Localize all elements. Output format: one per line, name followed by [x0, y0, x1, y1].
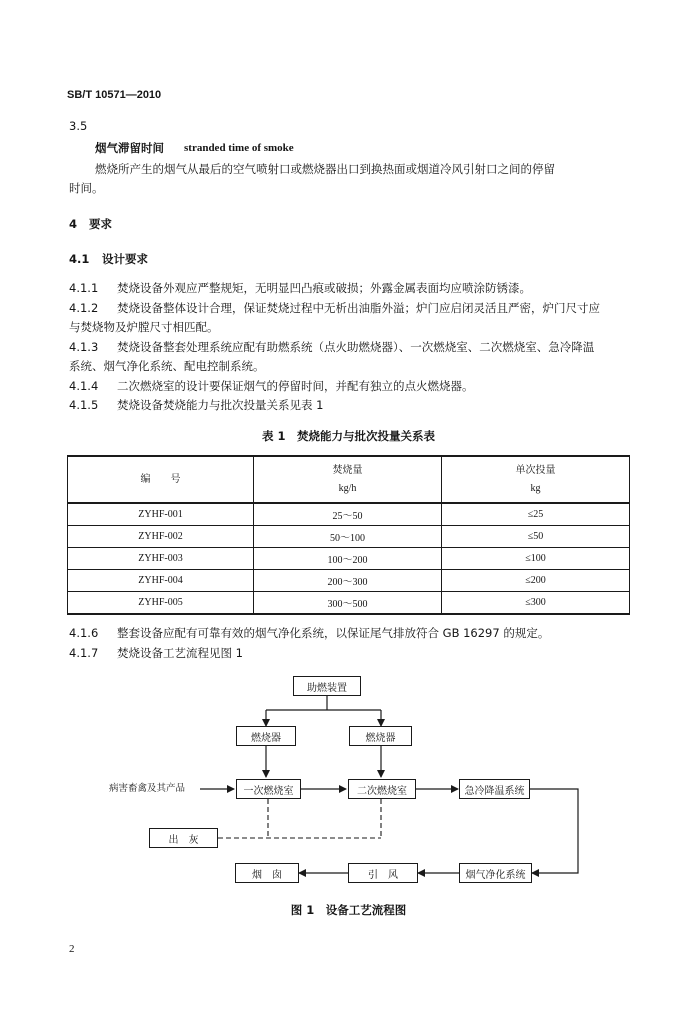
section-4-1-number: 4.1	[69, 252, 90, 266]
cell-capacity: 50～100	[254, 526, 442, 548]
cell-batch: ≤200	[442, 570, 630, 592]
burner-right-box: 燃烧器	[349, 726, 412, 746]
cell-model: ZYHF-002	[68, 526, 254, 548]
clause-4-1-3-number: 4.1.3	[69, 340, 99, 354]
header-model-number-label: 编 号	[140, 473, 181, 485]
clause-4-1-7-text: 焚烧设备工艺流程见图 1	[117, 646, 243, 660]
term-chinese: 烟气滞留时间	[95, 141, 164, 155]
term-english: stranded time of smoke	[184, 142, 294, 154]
cell-model: ZYHF-003	[68, 548, 254, 570]
quench-system-box: 急冷降温系统	[459, 779, 530, 799]
clause-4-1-2-line-2: 与焚烧物及炉膛尺寸相匹配。	[69, 320, 219, 334]
header-capacity-unit: kg/h	[338, 482, 357, 494]
clause-4-1-5-text: 焚烧设备焚烧能力与批次投量关系见表 1	[117, 398, 324, 412]
page-number: 2	[69, 943, 75, 955]
section-4-1-title: 设计要求	[102, 252, 148, 266]
header-batch-load-label: 单次投量	[515, 464, 556, 476]
clause-4-1-3-line-1: 焚烧设备整套处理系统应配有助燃系统（点火助燃烧器）、一次燃烧室、二次燃烧室、急冷降温	[117, 340, 595, 354]
clause-4-1-1-number: 4.1.1	[69, 281, 99, 295]
gas-cleaning-box: 烟气净化系统	[459, 863, 532, 883]
term-definition-line-2: 时间。	[69, 181, 104, 195]
clause-4-1-2-line-1: 焚烧设备整体设计合理，保证焚烧过程中无析出油脂外溢；炉门应启闭灵活且严密，炉门尺寸应	[117, 301, 600, 315]
cell-capacity: 300～500	[254, 592, 442, 615]
section-4-title: 要求	[89, 217, 112, 231]
figure-1-caption: 图 1 设备工艺流程图	[290, 903, 407, 917]
cell-capacity: 25～50	[254, 503, 442, 526]
clause-4-1-3-line-2: 系统、烟气净化系统、配电控制系统。	[69, 359, 265, 373]
clause-4-1-7-number: 4.1.7	[69, 646, 99, 660]
header-capacity-label: 焚烧量	[332, 464, 363, 476]
header-batch-load-unit: kg	[530, 482, 541, 494]
clause-4-1-6-text: 整套设备应配有可靠有效的烟气净化系统，以保证尾气排放符合 GB 16297 的规定。	[117, 626, 550, 640]
cell-batch: ≤25	[442, 503, 630, 526]
section-3-5-number: 3.5	[69, 119, 88, 133]
primary-chamber-box: 一次燃烧室	[236, 779, 301, 799]
clause-4-1-1-text: 焚烧设备外观应严整规矩，无明显凹凸痕或破损；外露金属表面均应喷涂防锈漆。	[117, 281, 531, 295]
clause-4-1-4-text: 二次燃烧室的设计要保证烟气的停留时间，并配有独立的点火燃烧器。	[117, 379, 474, 393]
standard-code-header: SB/T 10571—2010	[67, 89, 162, 101]
ash-out-box: 出 灰	[149, 828, 218, 848]
aux-device-box: 助燃装置	[293, 676, 361, 696]
clause-4-1-2-number: 4.1.2	[69, 301, 99, 315]
clause-4-1-4-number: 4.1.4	[69, 379, 99, 393]
cell-batch: ≤300	[442, 592, 630, 615]
chimney-box: 烟 囱	[235, 863, 299, 883]
cell-capacity: 100～200	[254, 548, 442, 570]
input-material-label: 病害畜禽及其产品	[109, 783, 186, 794]
induced-draft-box: 引 风	[348, 863, 418, 883]
arrow-quench-to-cleaning	[530, 789, 578, 873]
clause-4-1-5-number: 4.1.5	[69, 398, 99, 412]
term-definition-line-1: 燃烧所产生的烟气从最后的空气喷射口或燃烧器出口到换热面或烟道冷风引射口之间的停留	[95, 162, 555, 176]
cell-capacity: 200～300	[254, 570, 442, 592]
section-4-number: 4	[69, 217, 78, 231]
cell-batch: ≤50	[442, 526, 630, 548]
table-1-caption: 表 1 焚烧能力与批次投量关系表	[261, 429, 435, 443]
cell-model: ZYHF-004	[68, 570, 254, 592]
clause-4-1-6-number: 4.1.6	[69, 626, 99, 640]
cell-model: ZYHF-005	[68, 592, 254, 615]
burner-left-box: 燃烧器	[236, 726, 296, 746]
secondary-chamber-box: 二次燃烧室	[348, 779, 416, 799]
cell-batch: ≤100	[442, 548, 630, 570]
cell-model: ZYHF-001	[68, 503, 254, 526]
